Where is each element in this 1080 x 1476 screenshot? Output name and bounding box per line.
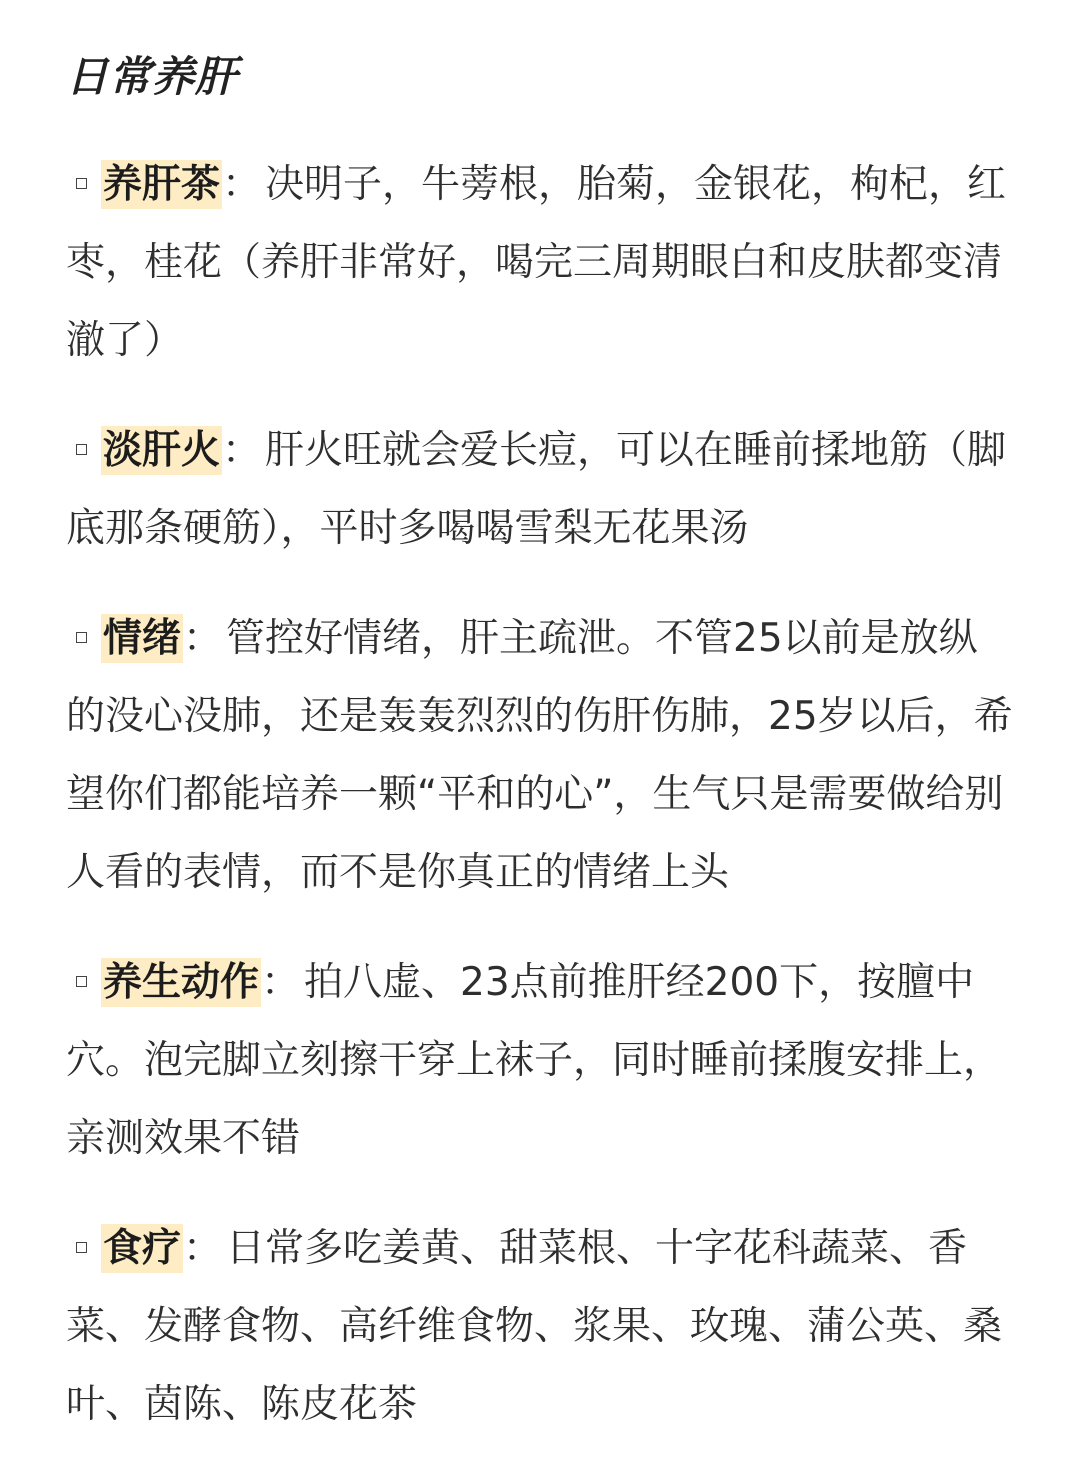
section-text: 管控好情绪，肝主疏泄。不管25以前是放纵的没心没肺，还是轰轰烈烈的伤肝伤肺，25岁以后，希望你们都能培养一颗“平和的心”，生气只是需要做给别人看的表情，而不是你真正的情绪上头 (66, 616, 1013, 895)
square-bullet-icon (76, 632, 87, 643)
section-label: 淡肝火 (103, 428, 221, 473)
section-text: 拍八虚、23点前推肝经200下，按膻中穴。泡完脚立刻擦干穿上袜子，同时睡前揉腹安排上，亲测效果不错 (66, 960, 1003, 1161)
section-colon: ： (183, 616, 223, 661)
page-title: 日常养肝 (66, 52, 239, 101)
section-emotion (66, 600, 1016, 912)
section-colon: ： (183, 1226, 223, 1271)
section-text: 决明子，牛蒡根，胎菊，金银花，枸杞，红枣，桂花（养肝非常好，喝完三周期眼白和皮肤都变清澈了） (66, 162, 1007, 363)
section-text: 日常多吃姜黄、甜菜根、十字花科蔬菜、香菜、发酵食物、高纤维食物、浆果、玫瑰、蒲公英、桑叶、茵陈、陈皮花茶 (66, 1226, 1003, 1427)
section-label: 养肝茶 (103, 162, 221, 207)
section-label: 情绪 (103, 616, 182, 661)
section-text: 肝火旺就会爱长痘，可以在睡前揉地筋（脚底那条硬筋），平时多喝喝雪梨无花果汤 (66, 428, 1007, 551)
section-label: 食疗 (103, 1226, 182, 1271)
square-bullet-icon (76, 178, 87, 189)
square-bullet-icon (76, 976, 87, 987)
section-exercise (66, 944, 1016, 1178)
section-liver-tea (66, 146, 1016, 380)
section-colon: ： (222, 162, 262, 207)
sections-list (66, 146, 1016, 1476)
section-liver-fire (66, 412, 1016, 568)
section-colon: ： (261, 960, 301, 1005)
square-bullet-icon (76, 444, 87, 455)
section-label: 养生动作 (103, 960, 260, 1005)
square-bullet-icon (76, 1242, 87, 1253)
section-colon: ： (222, 428, 262, 473)
section-diet (66, 1210, 1016, 1444)
